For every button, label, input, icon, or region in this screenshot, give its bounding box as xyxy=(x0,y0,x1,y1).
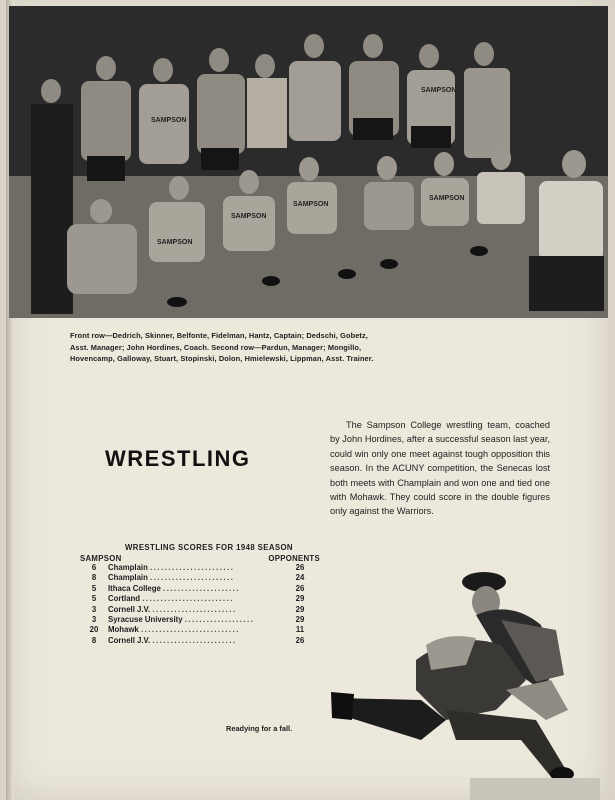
svg-text:SAMPSON: SAMPSON xyxy=(421,87,457,94)
opponent-name: Cornell J.V. ....................... xyxy=(108,604,237,614)
opponent-name: Mohawk ........................... xyxy=(108,625,240,635)
opponent-name: Champlain ....................... xyxy=(108,573,235,583)
svg-text:SAMPSON: SAMPSON xyxy=(293,201,329,208)
story-paragraph: The Sampson College wrestling team, coached by John Hordines, after a successful season last year, could win only one meet against tough opposition this season. In the ACUNY competition, the Senecas lost both meets with Champlain and won one and tied one with Mohawk. They could score in the double figures only against the Warriors. xyxy=(330,420,550,517)
action-caption: Readying for a fall. xyxy=(226,724,293,733)
opponent-score: 26 xyxy=(295,563,305,572)
svg-text:SAMPSON: SAMPSON xyxy=(157,239,193,246)
svg-text:SAMPSON: SAMPSON xyxy=(231,213,267,220)
col-opponents: OPPONENTS xyxy=(268,554,320,563)
page-holder-edge xyxy=(470,778,600,800)
scores-title: WRESTLING SCORES FOR 1948 SEASON xyxy=(125,543,293,552)
opponent-name: Champlain ....................... xyxy=(108,563,235,572)
sampson-score: 3 xyxy=(91,614,97,624)
svg-text:SAMPSON: SAMPSON xyxy=(151,117,187,124)
wrestlers-action-photo xyxy=(326,570,596,785)
col-sampson: SAMPSON xyxy=(80,554,122,563)
opponent-score: 29 xyxy=(295,604,305,614)
opponent-name: Cornell J.V. ....................... xyxy=(108,635,237,645)
sampson-score: 8 xyxy=(91,635,97,645)
sampson-score: 20 xyxy=(89,625,99,635)
sampson-score: 8 xyxy=(91,573,97,583)
opponent-name: Cortland ......................... xyxy=(108,594,234,604)
table-row xyxy=(80,605,320,615)
team-photo-illustration xyxy=(9,6,608,318)
sampson-score: 5 xyxy=(91,594,97,604)
scores-column-headers xyxy=(80,554,320,563)
opponent-score: 26 xyxy=(295,635,305,645)
table-row xyxy=(80,573,320,583)
opponent-score: 29 xyxy=(295,614,305,624)
opponent-score: 26 xyxy=(295,583,305,593)
sampson-score: 5 xyxy=(91,583,97,593)
table-row xyxy=(80,625,320,635)
table-row xyxy=(80,563,320,573)
photo-caption: Front row—Dedrich, Skinner, Belfonte, Fidelman, Hantz, Captain; Dedschi, Gobetz, Asst. Manager; John Hordines, Coach. Second row—Pardun, Manager; Mongillo, Hovencamp, Galloway, Stuart, Stopinski, Dolon, Hmielewski, Lippman, Asst. Trainer. xyxy=(70,331,374,364)
svg-text:SAMPSON: SAMPSON xyxy=(429,195,465,202)
team-photo xyxy=(9,6,608,318)
opponent-name: Ithaca College ..................... xyxy=(108,583,241,593)
table-row xyxy=(80,636,320,646)
opponent-name: Syracuse University ................... xyxy=(108,614,255,624)
scores-table xyxy=(80,543,320,646)
table-row xyxy=(80,584,320,594)
sampson-score: 3 xyxy=(91,604,97,614)
table-row xyxy=(80,594,320,604)
page-title: WRESTLING xyxy=(105,446,251,471)
opponent-score: 24 xyxy=(295,573,305,583)
sampson-score: 6 xyxy=(91,563,97,572)
opponent-score: 29 xyxy=(295,594,305,604)
table-row xyxy=(80,615,320,625)
opponent-score: 11 xyxy=(295,625,305,635)
